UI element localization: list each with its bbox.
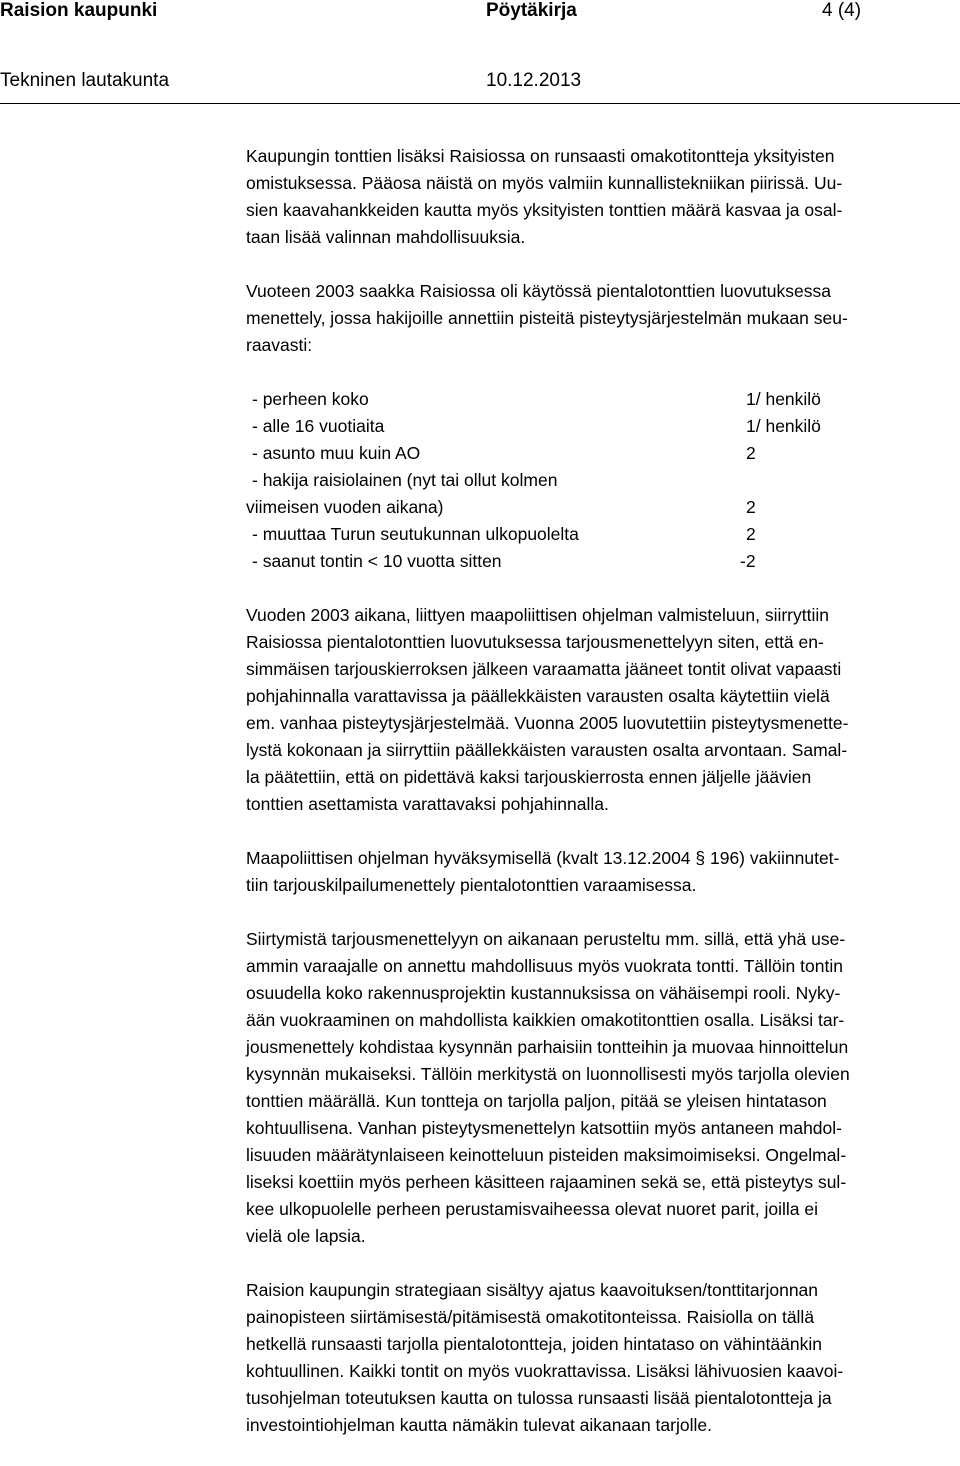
text-line: Raision kaupungin strategiaan sisältyy ajatus kaavoituksen/tonttitarjonnan: [246, 1280, 819, 1300]
text-line: tusohjelman toteutuksen kautta on tulossa runsaasti lisää pientalotontteja ja: [246, 1388, 832, 1408]
text-line: painopisteen siirtämisestä/pitämisestä omakotitonteissa. Raisiolla on tällä: [246, 1307, 815, 1327]
points-row: [246, 386, 958, 413]
points-value: 2: [746, 524, 756, 544]
header-board: Tekninen lautakunta: [0, 70, 170, 91]
text-line: lystä kokonaan ja siirryttiin päällekkäisten varausten osalta arvontaan. Samal-: [246, 740, 848, 760]
points-list: [246, 386, 958, 575]
text-line: tonttien asettamista varattavaksi pohjahinnalla.: [246, 794, 609, 814]
header-page-number: 4 (4): [822, 0, 862, 21]
points-value: 2: [746, 497, 756, 517]
header-rule: [0, 103, 960, 104]
text-line: liseksi koettiin myös perheen käsitteen rajaaminen sekä se, että pisteytys sul-: [246, 1172, 847, 1192]
header-doc-type: Pöytäkirja: [486, 0, 577, 21]
points-criterion: - saanut tontin < 10 vuotta sitten: [252, 551, 502, 571]
text-line: lisuuden määrätynlaiseen keinotteluun pisteiden maksimoimiseksi. Ongelmal-: [246, 1145, 847, 1165]
text-line: sien kaavahankkeiden kautta myös yksityisten tonttien määrä kasvaa ja osal-: [246, 200, 843, 220]
header-date: 10.12.2013: [486, 70, 582, 91]
text-line: menettely, jossa hakijoille annettiin pisteitä pisteytysjärjestelmän mukaan seu-: [246, 308, 848, 328]
points-row: [246, 440, 958, 467]
paragraph-points-intro: [246, 278, 958, 359]
header-org: Raision kaupunki: [0, 0, 158, 21]
points-criterion: viimeisen vuoden aikana): [246, 497, 444, 517]
text-line: investointiohjelman kautta nämäkin tulevat aikanaan tarjolle.: [246, 1415, 712, 1435]
text-line: tonttien määrällä. Kun tontteja on tarjolla paljon, pitää se yleisen hintatason: [246, 1091, 827, 1111]
text-line: osuudella koko rakennusprojektin kustannuksissa on vähäisempi rooli. Nyky-: [246, 983, 841, 1003]
points-criterion: - muuttaa Turun seutukunnan ulkopuolelta: [252, 524, 579, 544]
points-value: 1/ henkilö: [746, 416, 821, 436]
points-row: [246, 494, 958, 521]
text-line: em. vanhaa pisteytysjärjestelmää. Vuonna 2005 luovutettiin pisteytysmenette-: [246, 713, 849, 733]
text-line: la päätettiin, että on pidettävä kaksi tarjouskierrosta ennen jäljelle jäävien: [246, 767, 812, 787]
text-line: taan lisää valinnan mahdollisuuksia.: [246, 227, 526, 247]
text-line: jousmenettely kohdistaa kysynnän parhaisiin tontteihin ja muovaa hinnoittelun: [246, 1037, 849, 1057]
text-line: Raisiossa pientalotonttien luovutuksessa tarjousmenettelyyn siten, että en-: [246, 632, 824, 652]
text-line: kysynnän mukaiseksi. Tällöin merkitystä on luonnollisesti myös tarjolla olevien: [246, 1064, 850, 1084]
points-row: [246, 467, 958, 494]
points-criterion: - perheen koko: [252, 389, 369, 409]
text-line: kee ulkopuolelle perheen perustamisvaiheessa olevat nuoret parit, joilla ei: [246, 1199, 819, 1219]
text-line: Maapoliittisen ohjelman hyväksymisellä (kvalt 13.12.2004 § 196) vakiinnutet-: [246, 848, 840, 868]
paragraph-strategy: [246, 1277, 958, 1439]
text-line: Vuoden 2003 aikana, liittyen maapoliittisen ohjelman valmisteluun, siirryttiin: [246, 605, 829, 625]
points-criterion: - hakija raisiolainen (nyt tai ollut kolmen: [252, 470, 558, 490]
text-line: kohtuullisena. Vanhan pisteytysmenettelyn katsottiin myös antaneen mahdol-: [246, 1118, 842, 1138]
text-line: ään vuokraaminen on mahdollista kaikkien omakotitonttien osalla. Lisäksi tar-: [246, 1010, 845, 1030]
text-line: omistuksessa. Pääosa näistä on myös valmiin kunnallistekniikan piirissä. Uu-: [246, 173, 843, 193]
text-line: Vuoteen 2003 saakka Raisiossa oli käytössä pientalotonttien luovutuksessa: [246, 281, 831, 301]
text-line: hetkellä runsaasti tarjolla pientalotontteja, joiden hintataso on vähintäänkin: [246, 1334, 822, 1354]
text-line: kohtuullinen. Kaikki tontit on myös vuokrattavissa. Lisäksi lähivuosien kaavoi-: [246, 1361, 844, 1381]
paragraph-land-policy: [246, 845, 958, 899]
text-line: ammin varaajalle on annettu mahdollisuus myös vuokrata tontti. Tällöin tontin: [246, 956, 843, 976]
points-value: 2: [746, 443, 756, 463]
paragraph-reasons: [246, 926, 958, 1250]
points-criterion: - asunto muu kuin AO: [252, 443, 421, 463]
paragraph-private-plots: [246, 143, 958, 251]
text-line: simmäisen tarjouskierroksen jälkeen varaamatta jääneet tontit olivat vapaasti: [246, 659, 842, 679]
points-value: 1/ henkilö: [746, 389, 821, 409]
document-body: [246, 143, 958, 1466]
text-line: vielä ole lapsia.: [246, 1226, 366, 1246]
points-row: [246, 413, 958, 440]
text-line: pohjahinnalla varattavissa ja päällekkäisten varausten osalta käytettiin vielä: [246, 686, 830, 706]
text-line: Siirtymistä tarjousmenettelyyn on aikanaan perusteltu mm. sillä, että yhä use-: [246, 929, 846, 949]
text-line: tiin tarjouskilpailumenettely pientalotonttien varaamisessa.: [246, 875, 697, 895]
points-row: [246, 521, 958, 548]
text-line: raavasti:: [246, 335, 313, 355]
points-value: -2: [740, 551, 756, 571]
points-criterion: - alle 16 vuotiaita: [252, 416, 385, 436]
paragraph-tender-procedure: [246, 602, 958, 818]
points-row: [246, 548, 958, 575]
text-line: Kaupungin tonttien lisäksi Raisiossa on runsaasti omakotitontteja yksityisten: [246, 146, 835, 166]
